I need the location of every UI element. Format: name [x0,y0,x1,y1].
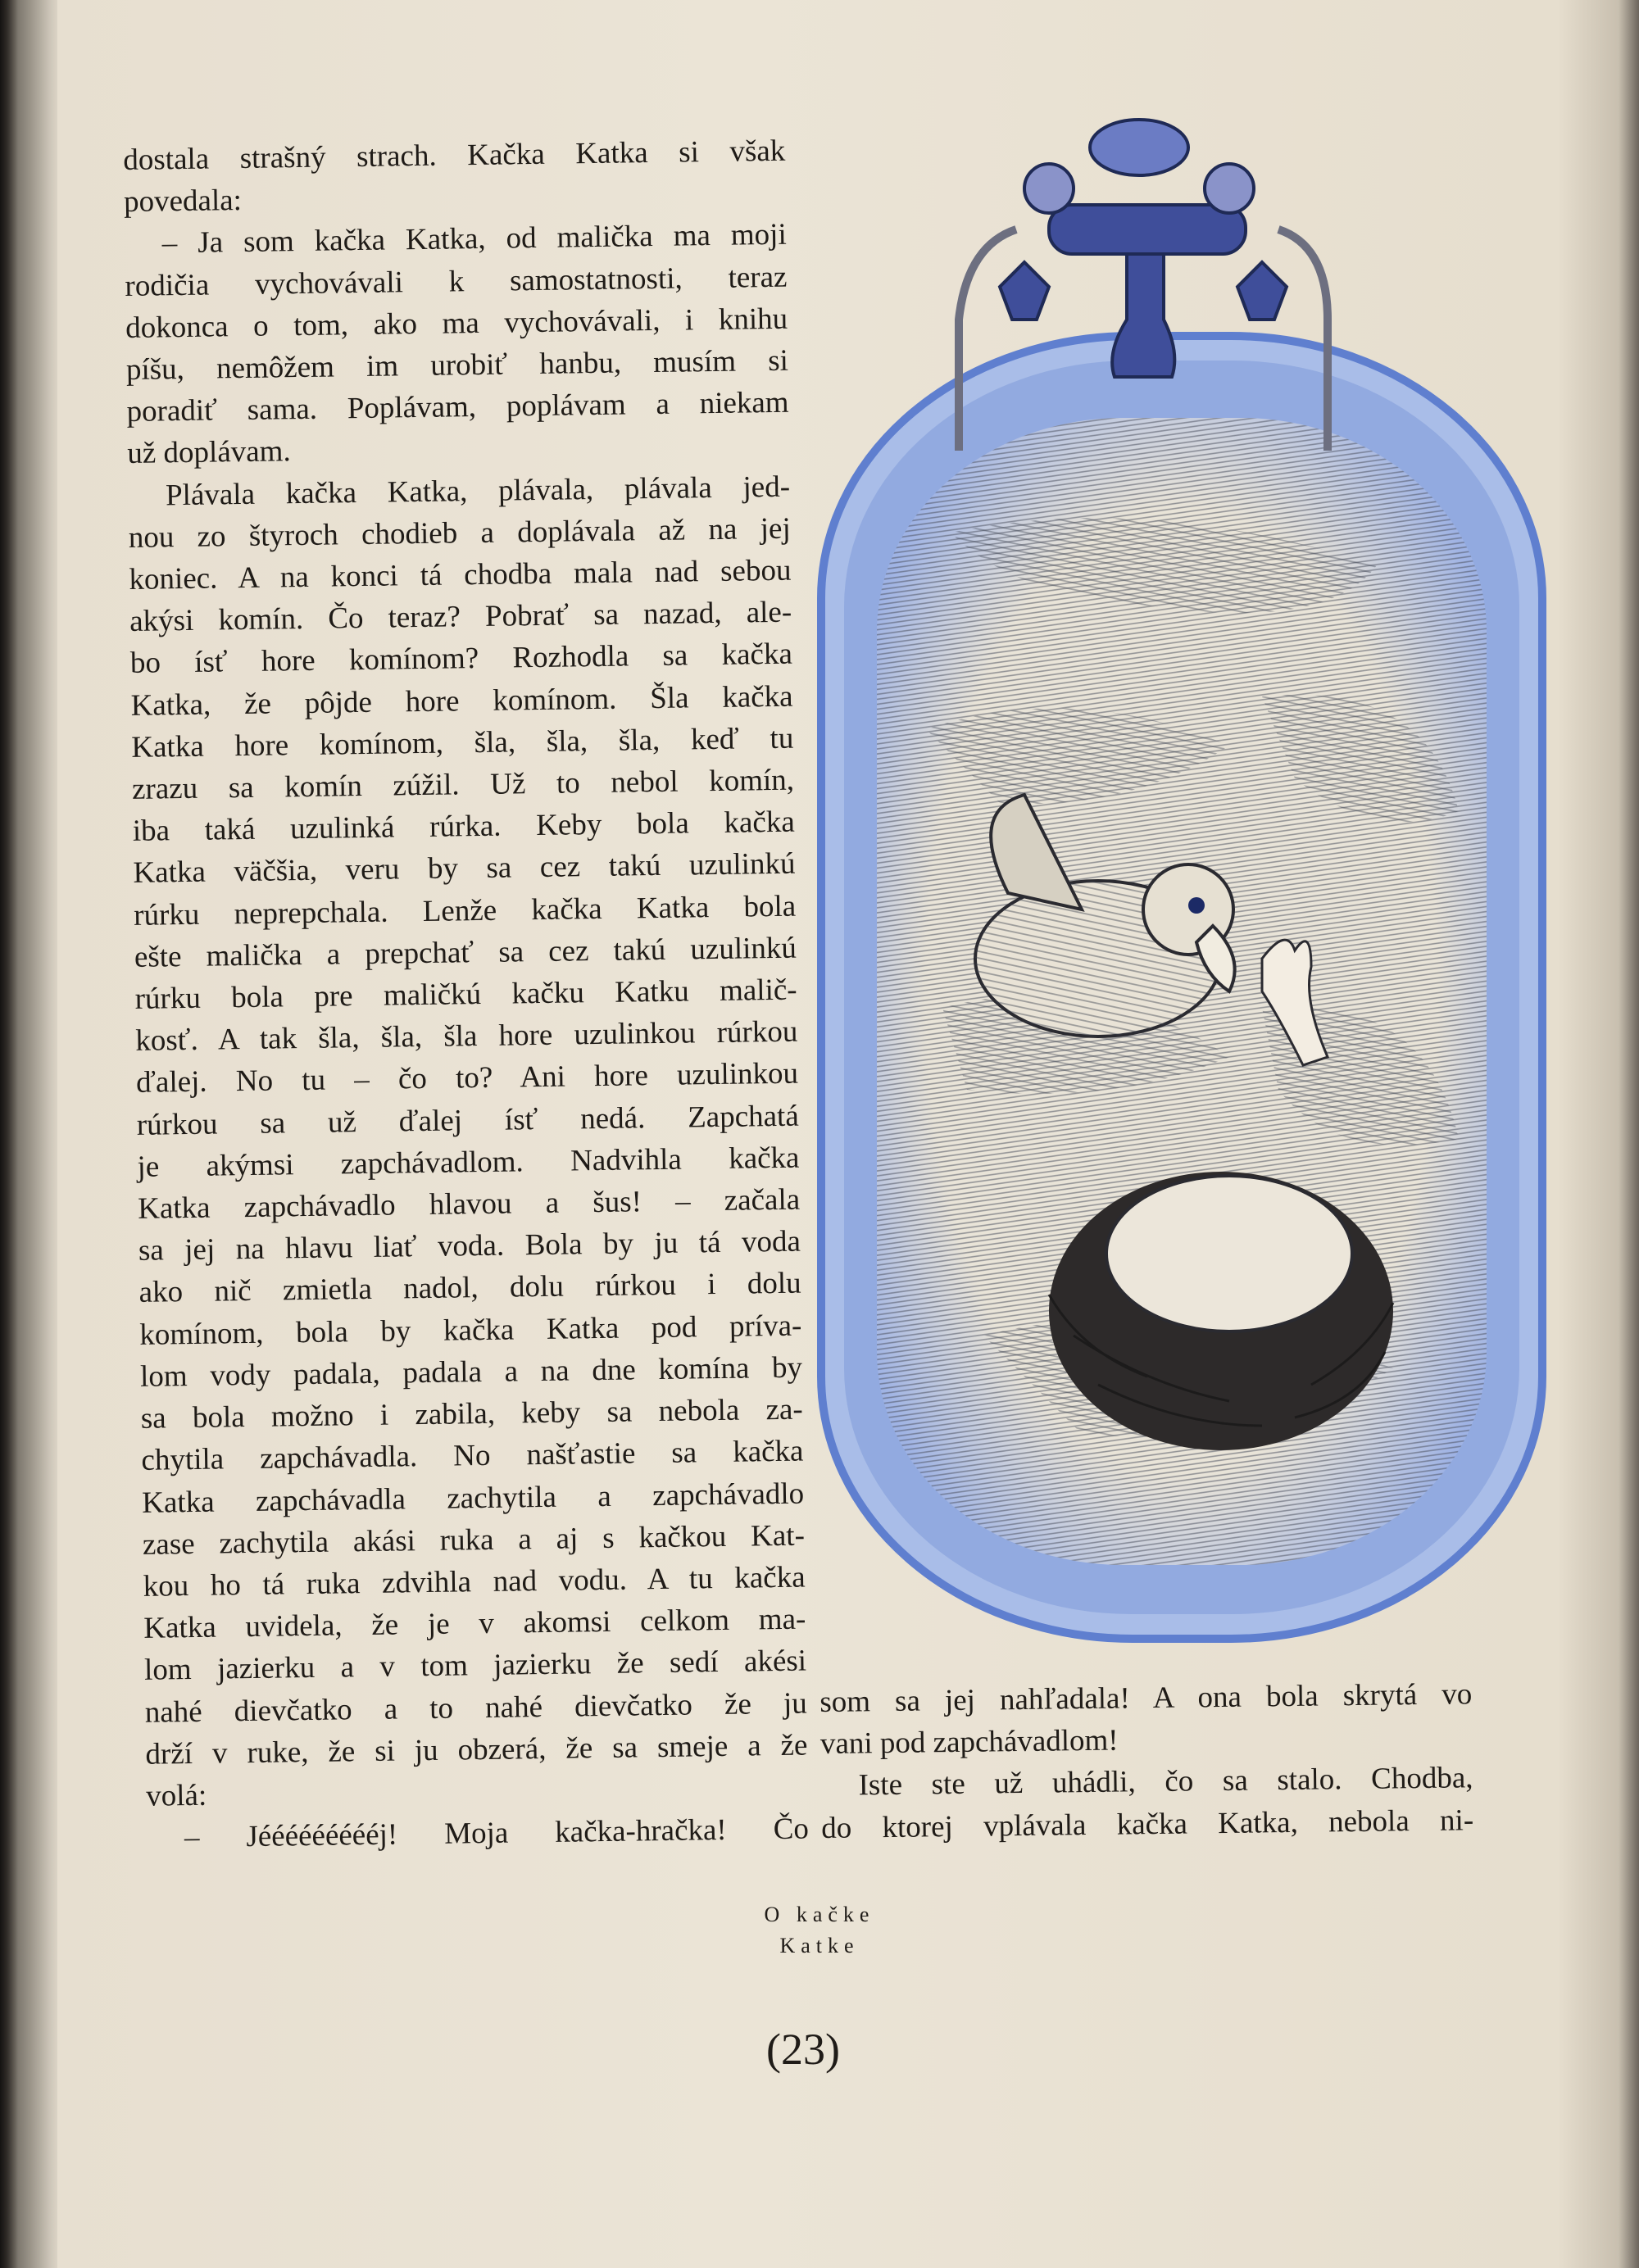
text-line: kou ho tá ruka zdvihla nad vodu. A tu kačka [143,1560,806,1603]
book-title-footer [721,1899,918,1962]
text-line: bo ísť hore komínom? Rozhodla sa kačka [129,637,793,681]
text-line: Katka zapchávadlo hlavou a šus! – začala [137,1182,801,1226]
text-line: kosť. A tak šla, šla, šla hore uzulinkou rúrkou [135,1014,798,1059]
text-line: rodičia vychovávali k samostatnosti, teraz [125,260,788,303]
text-line: Katka zapchávadla zachytila a zapchávadlo [141,1476,805,1520]
text-line: komínom, bola by kačka Katka pod príva- [139,1309,802,1352]
text-line: ešte malička a prepchať sa cez takú uzulinkú [134,931,797,974]
text-line: lom vody padala, padala a na dne komína by [139,1350,803,1394]
text-line: sa jej na hlavu liať voda. Bola by ju tá voda [138,1224,801,1268]
text-line: akýsi komín. Čo teraz? Pobrať sa nazad, ale- [129,595,792,639]
text-line: dokonca o tom, ako ma vychovávali, i knihu [125,302,788,345]
left-text-column [123,130,809,1859]
text-line: dostala strašný strach. Kačka Katka si však [123,134,786,177]
text-line: povedala: [123,184,243,220]
text-line: Katka, že pôjde hore komínom. Šla kačka [130,679,793,723]
text-line: iba taká uzulinká rúrka. Keby bola kačka [132,805,796,849]
text-line: rúrku bola pre maličkú kačku Katku malič- [134,973,797,1016]
text-line: ako nič zmietla nadol, dolu rúrkou i dolu [138,1267,801,1310]
text-line: drží v ruke, že si ju obzerá, že sa smeje a že [145,1728,808,1771]
child-head [1049,1172,1393,1450]
text-line: rúrkou sa už ďalej ísť nedá. Zapchatá [136,1099,800,1142]
text-line: Katka uvidela, že je v akomsi celkom ma- [143,1602,806,1645]
text-line: sa bola možno i zabila, keby sa nebola za- [140,1392,804,1436]
footer-caption-line: Katke [779,1934,860,1957]
bathtub-illustration [803,107,1565,1663]
text-line: už doplávam. [127,434,291,471]
text-line: nahé dievčatko a to nahé dievčatko že ju [144,1686,808,1730]
text-line: rúrku neprepchala. Lenže kačka Katka bola [133,889,797,932]
text-line: Katka väčšia, veru by sa cez takú uzulinkú [133,847,796,891]
text-line: zase zachytila akási ruka a aj s kačkou Kat- [142,1518,806,1562]
text-line: píšu, nemôžem im urobiť hanbu, musím si [125,343,789,387]
text-line: je akýmsi zapchávadlom. Nadvihla kačka [137,1141,800,1184]
book-gutter [0,0,57,2268]
text-line: chytila zapchávadla. No našťastie sa kačka [141,1434,804,1478]
text-line: Katka hore komínom, šla, šla, šla, keď tu [131,721,794,764]
page-number: (23) [766,2025,840,2074]
text-line: zrazu sa komín zúžil. Už to nebol komín, [131,763,795,806]
text-line: lom jazierku a v tom jazierku že sedí akési [143,1644,807,1688]
text-line: vani pod zapchávadlom! [820,1723,1119,1762]
text-line: nou zo štyroch chodieb a doplávala až na jej [128,511,791,555]
text-line: volá: [145,1778,207,1813]
text-line: poradiť sama. Poplávam, poplávam a niekam [126,385,789,429]
text-line: Iste ste už uhádli, čo sa stalo. Chodba, [858,1761,1473,1803]
text-line: do ktorej vplávala kačka Katka, nebola ni- [820,1803,1474,1845]
right-text-column [820,1673,1473,1849]
text-line: – Jéééééééééj! Moja kačka-hračka! Čo [184,1812,810,1855]
text-line: koniec. A na konci tá chodba mala nad sebou [129,553,792,596]
footer-caption-line: O kačke [764,1903,875,1926]
text-line: Plávala kačka Katka, plávala, plávala jed- [165,469,791,512]
text-line: – Ja som kačka Katka, od malička ma moji [161,218,787,261]
text-line: ďalej. No tu – čo to? Ani hore uzulinkou [135,1057,799,1100]
text-line: som sa jej nahľadala! A ona bola skrytá vo [820,1677,1473,1719]
